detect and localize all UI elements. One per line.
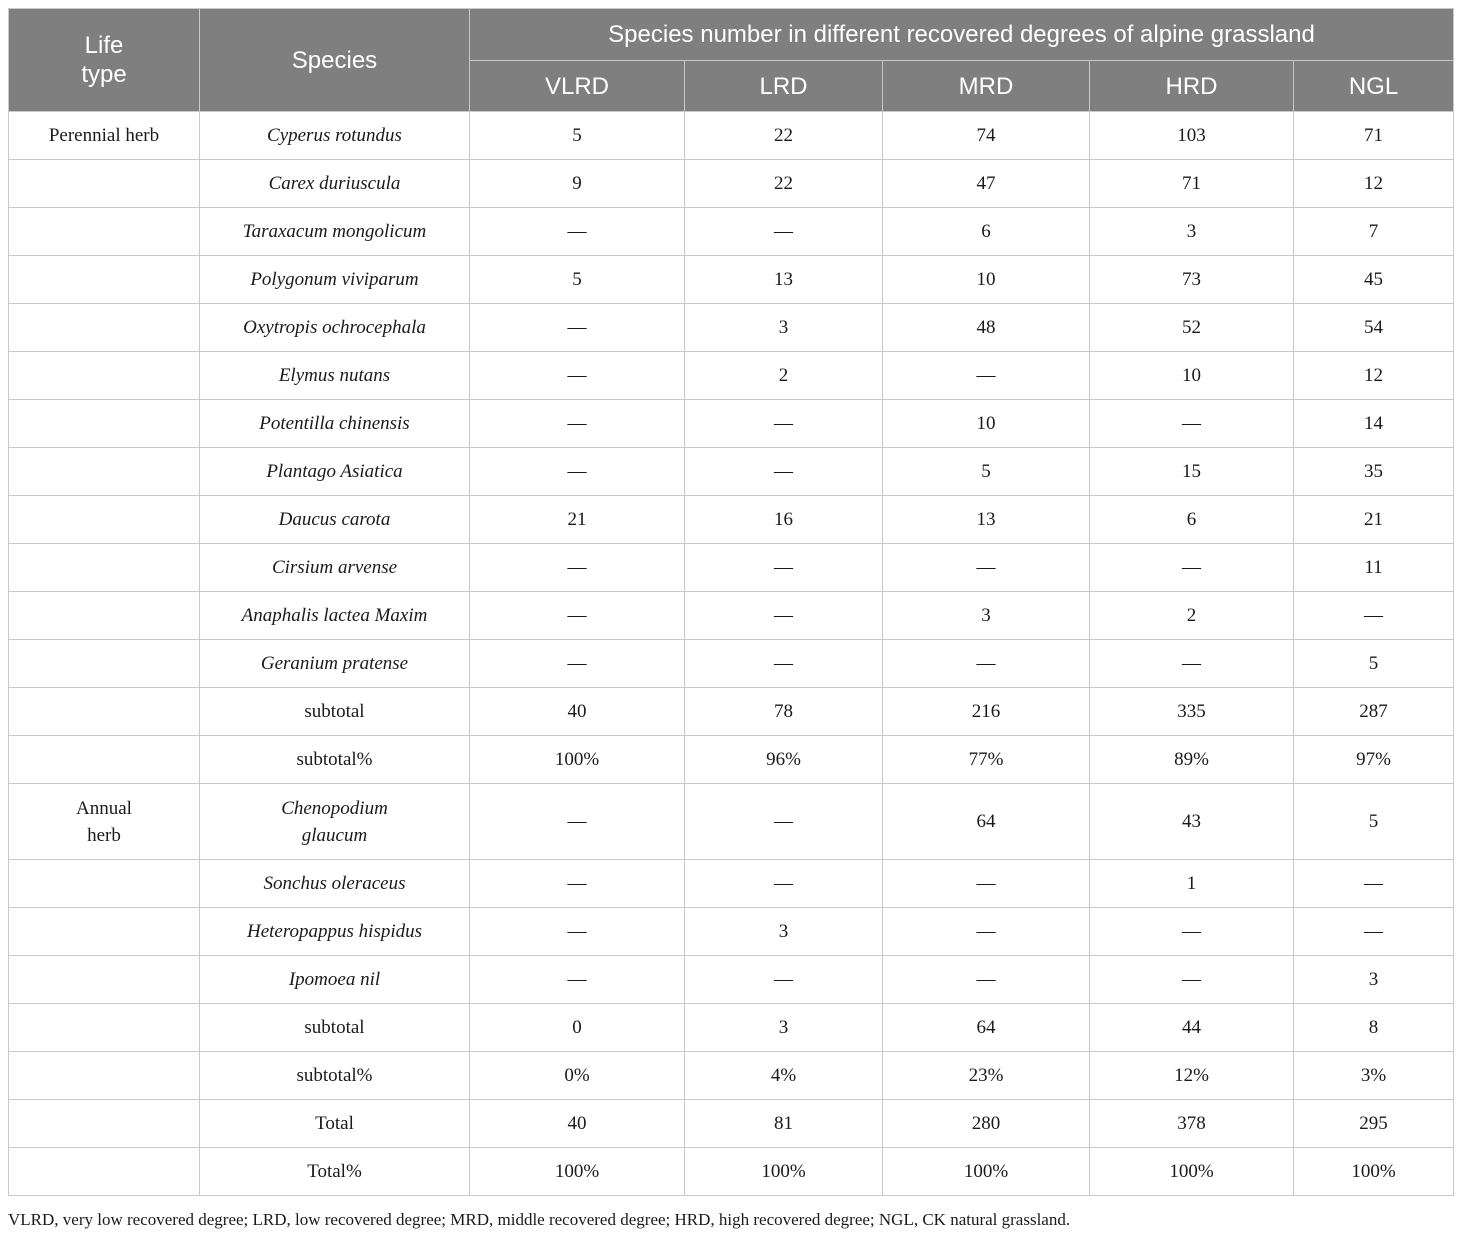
species-cell: Potentilla chinensis: [200, 400, 470, 448]
species-cell: Heteropappus hispidus: [200, 908, 470, 956]
species-cell: Anaphalis lactea Maxim: [200, 592, 470, 640]
value-cell-hrd: 52: [1090, 304, 1294, 352]
value-cell-vlrd: —: [470, 352, 685, 400]
value-cell-mrd: 23%: [883, 1052, 1090, 1100]
value-cell-mrd: 77%: [883, 736, 1090, 784]
table-row: [9, 908, 1454, 956]
table-body: [9, 112, 1454, 1196]
species-cell: Cirsium arvense: [200, 544, 470, 592]
value-cell-vlrd: —: [470, 208, 685, 256]
value-cell-ngl: 97%: [1294, 736, 1454, 784]
life-type-cell: [9, 860, 200, 908]
value-cell-hrd: —: [1090, 640, 1294, 688]
value-cell-lrd: 13: [685, 256, 883, 304]
value-cell-lrd: 2: [685, 352, 883, 400]
value-cell-lrd: —: [685, 956, 883, 1004]
value-cell-vlrd: 100%: [470, 736, 685, 784]
value-cell-lrd: 16: [685, 496, 883, 544]
species-cell: Cyperus rotundus: [200, 112, 470, 160]
table-row: [9, 448, 1454, 496]
value-cell-vlrd: —: [470, 956, 685, 1004]
value-cell-mrd: —: [883, 352, 1090, 400]
value-cell-vlrd: —: [470, 544, 685, 592]
value-cell-ngl: 3%: [1294, 1052, 1454, 1100]
value-cell-hrd: 103: [1090, 112, 1294, 160]
value-cell-ngl: 295: [1294, 1100, 1454, 1148]
value-cell-mrd: 216: [883, 688, 1090, 736]
life-type-cell: Annual herb: [9, 784, 200, 860]
species-table: [8, 8, 1454, 1196]
life-type-cell: [9, 1100, 200, 1148]
value-cell-mrd: 48: [883, 304, 1090, 352]
value-cell-lrd: —: [685, 208, 883, 256]
value-cell-mrd: 3: [883, 592, 1090, 640]
species-cell: subtotal%: [200, 736, 470, 784]
value-cell-ngl: 54: [1294, 304, 1454, 352]
value-cell-lrd: 3: [685, 304, 883, 352]
value-cell-vlrd: 5: [470, 256, 685, 304]
table-row: [9, 956, 1454, 1004]
value-cell-hrd: 2: [1090, 592, 1294, 640]
species-cell: Ipomoea nil: [200, 956, 470, 1004]
header-ngl: NGL: [1294, 61, 1454, 112]
life-type-cell: [9, 208, 200, 256]
value-cell-vlrd: —: [470, 592, 685, 640]
value-cell-ngl: 100%: [1294, 1148, 1454, 1196]
value-cell-lrd: 22: [685, 160, 883, 208]
table-row: [9, 208, 1454, 256]
table-row: [9, 784, 1454, 860]
table-row: [9, 352, 1454, 400]
value-cell-vlrd: —: [470, 400, 685, 448]
value-cell-lrd: 100%: [685, 1148, 883, 1196]
value-cell-hrd: 100%: [1090, 1148, 1294, 1196]
value-cell-ngl: 14: [1294, 400, 1454, 448]
header-vlrd: VLRD: [470, 61, 685, 112]
species-cell: Oxytropis ochrocephala: [200, 304, 470, 352]
life-type-cell: [9, 160, 200, 208]
life-type-cell: [9, 304, 200, 352]
species-cell: Taraxacum mongolicum: [200, 208, 470, 256]
value-cell-lrd: 96%: [685, 736, 883, 784]
life-type-cell: [9, 448, 200, 496]
value-cell-vlrd: —: [470, 640, 685, 688]
value-cell-ngl: 5: [1294, 640, 1454, 688]
value-cell-hrd: 378: [1090, 1100, 1294, 1148]
life-type-cell: [9, 544, 200, 592]
value-cell-vlrd: —: [470, 448, 685, 496]
header-mrd: MRD: [883, 61, 1090, 112]
species-cell: Geranium pratense: [200, 640, 470, 688]
value-cell-vlrd: 40: [470, 688, 685, 736]
value-cell-lrd: —: [685, 860, 883, 908]
value-cell-mrd: 10: [883, 400, 1090, 448]
table-row: [9, 1148, 1454, 1196]
species-cell: Carex duriuscula: [200, 160, 470, 208]
header-life-type: Life type: [9, 9, 200, 112]
value-cell-hrd: 73: [1090, 256, 1294, 304]
value-cell-mrd: —: [883, 544, 1090, 592]
value-cell-mrd: 64: [883, 784, 1090, 860]
value-cell-hrd: 89%: [1090, 736, 1294, 784]
value-cell-ngl: 3: [1294, 956, 1454, 1004]
value-cell-ngl: —: [1294, 592, 1454, 640]
value-cell-ngl: 21: [1294, 496, 1454, 544]
value-cell-hrd: 12%: [1090, 1052, 1294, 1100]
value-cell-lrd: 22: [685, 112, 883, 160]
value-cell-hrd: 15: [1090, 448, 1294, 496]
value-cell-hrd: 335: [1090, 688, 1294, 736]
value-cell-lrd: 3: [685, 908, 883, 956]
table-row: [9, 160, 1454, 208]
value-cell-mrd: 5: [883, 448, 1090, 496]
value-cell-lrd: —: [685, 592, 883, 640]
value-cell-ngl: 12: [1294, 352, 1454, 400]
value-cell-ngl: 45: [1294, 256, 1454, 304]
value-cell-hrd: 44: [1090, 1004, 1294, 1052]
value-cell-lrd: 3: [685, 1004, 883, 1052]
value-cell-vlrd: —: [470, 304, 685, 352]
value-cell-mrd: 64: [883, 1004, 1090, 1052]
value-cell-vlrd: 100%: [470, 1148, 685, 1196]
value-cell-ngl: 11: [1294, 544, 1454, 592]
value-cell-lrd: —: [685, 544, 883, 592]
value-cell-mrd: —: [883, 860, 1090, 908]
life-type-cell: [9, 908, 200, 956]
species-cell: subtotal%: [200, 1052, 470, 1100]
value-cell-lrd: —: [685, 448, 883, 496]
species-cell: Polygonum viviparum: [200, 256, 470, 304]
header-hrd: HRD: [1090, 61, 1294, 112]
life-type-cell: [9, 1148, 200, 1196]
table-container: [8, 8, 1453, 1196]
value-cell-mrd: —: [883, 908, 1090, 956]
life-type-cell: [9, 256, 200, 304]
table-row: [9, 544, 1454, 592]
value-cell-hrd: 71: [1090, 160, 1294, 208]
species-cell: Plantago Asiatica: [200, 448, 470, 496]
value-cell-vlrd: 0%: [470, 1052, 685, 1100]
table-header: [9, 9, 1454, 112]
species-cell: Total: [200, 1100, 470, 1148]
value-cell-lrd: 78: [685, 688, 883, 736]
value-cell-ngl: 287: [1294, 688, 1454, 736]
value-cell-vlrd: 21: [470, 496, 685, 544]
life-type-cell: [9, 400, 200, 448]
life-type-cell: [9, 496, 200, 544]
value-cell-hrd: —: [1090, 956, 1294, 1004]
life-type-cell: Perennial herb: [9, 112, 200, 160]
value-cell-vlrd: —: [470, 784, 685, 860]
species-cell: Elymus nutans: [200, 352, 470, 400]
value-cell-lrd: 4%: [685, 1052, 883, 1100]
value-cell-hrd: —: [1090, 544, 1294, 592]
value-cell-ngl: 12: [1294, 160, 1454, 208]
life-type-cell: [9, 592, 200, 640]
value-cell-mrd: 100%: [883, 1148, 1090, 1196]
header-species: Species: [200, 9, 470, 112]
value-cell-lrd: —: [685, 400, 883, 448]
header-group-title: Species number in different recovered degrees of alpine grassland: [470, 9, 1454, 61]
table-row: [9, 688, 1454, 736]
life-type-cell: [9, 688, 200, 736]
table-row: [9, 592, 1454, 640]
value-cell-ngl: 71: [1294, 112, 1454, 160]
header-lrd: LRD: [685, 61, 883, 112]
value-cell-mrd: 6: [883, 208, 1090, 256]
table-row: [9, 400, 1454, 448]
life-type-cell: [9, 352, 200, 400]
life-type-cell: [9, 956, 200, 1004]
value-cell-mrd: —: [883, 956, 1090, 1004]
species-cell: subtotal: [200, 1004, 470, 1052]
value-cell-ngl: 35: [1294, 448, 1454, 496]
value-cell-vlrd: —: [470, 860, 685, 908]
table-row: [9, 736, 1454, 784]
table-row: [9, 256, 1454, 304]
species-cell: Daucus carota: [200, 496, 470, 544]
value-cell-hrd: 1: [1090, 860, 1294, 908]
table-row: [9, 1004, 1454, 1052]
table-row: [9, 640, 1454, 688]
value-cell-hrd: —: [1090, 400, 1294, 448]
value-cell-hrd: 3: [1090, 208, 1294, 256]
value-cell-mrd: 47: [883, 160, 1090, 208]
species-cell: Total%: [200, 1148, 470, 1196]
value-cell-lrd: 81: [685, 1100, 883, 1148]
value-cell-ngl: 8: [1294, 1004, 1454, 1052]
value-cell-vlrd: 9: [470, 160, 685, 208]
value-cell-vlrd: 40: [470, 1100, 685, 1148]
life-type-cell: [9, 640, 200, 688]
value-cell-vlrd: —: [470, 908, 685, 956]
value-cell-ngl: 7: [1294, 208, 1454, 256]
table-row: [9, 304, 1454, 352]
value-cell-mrd: 10: [883, 256, 1090, 304]
table-row: [9, 112, 1454, 160]
value-cell-vlrd: 5: [470, 112, 685, 160]
species-cell: subtotal: [200, 688, 470, 736]
table-footnote: VLRD, very low recovered degree; LRD, low recovered degree; MRD, middle recovered degree; HRD, high recovered degree; NGL, CK natural grassland.: [8, 1210, 1071, 1229]
value-cell-mrd: —: [883, 640, 1090, 688]
value-cell-hrd: 43: [1090, 784, 1294, 860]
value-cell-ngl: —: [1294, 908, 1454, 956]
value-cell-ngl: 5: [1294, 784, 1454, 860]
table-row: [9, 496, 1454, 544]
value-cell-vlrd: 0: [470, 1004, 685, 1052]
life-type-cell: [9, 1052, 200, 1100]
species-cell: Sonchus oleraceus: [200, 860, 470, 908]
species-cell: Chenopodium glaucum: [200, 784, 470, 860]
value-cell-mrd: 13: [883, 496, 1090, 544]
table-row: [9, 1100, 1454, 1148]
value-cell-hrd: 6: [1090, 496, 1294, 544]
value-cell-hrd: 10: [1090, 352, 1294, 400]
life-type-cell: [9, 1004, 200, 1052]
value-cell-mrd: 74: [883, 112, 1090, 160]
value-cell-hrd: —: [1090, 908, 1294, 956]
value-cell-ngl: —: [1294, 860, 1454, 908]
life-type-cell: [9, 736, 200, 784]
value-cell-lrd: —: [685, 640, 883, 688]
value-cell-lrd: —: [685, 784, 883, 860]
value-cell-mrd: 280: [883, 1100, 1090, 1148]
table-row: [9, 860, 1454, 908]
table-row: [9, 1052, 1454, 1100]
